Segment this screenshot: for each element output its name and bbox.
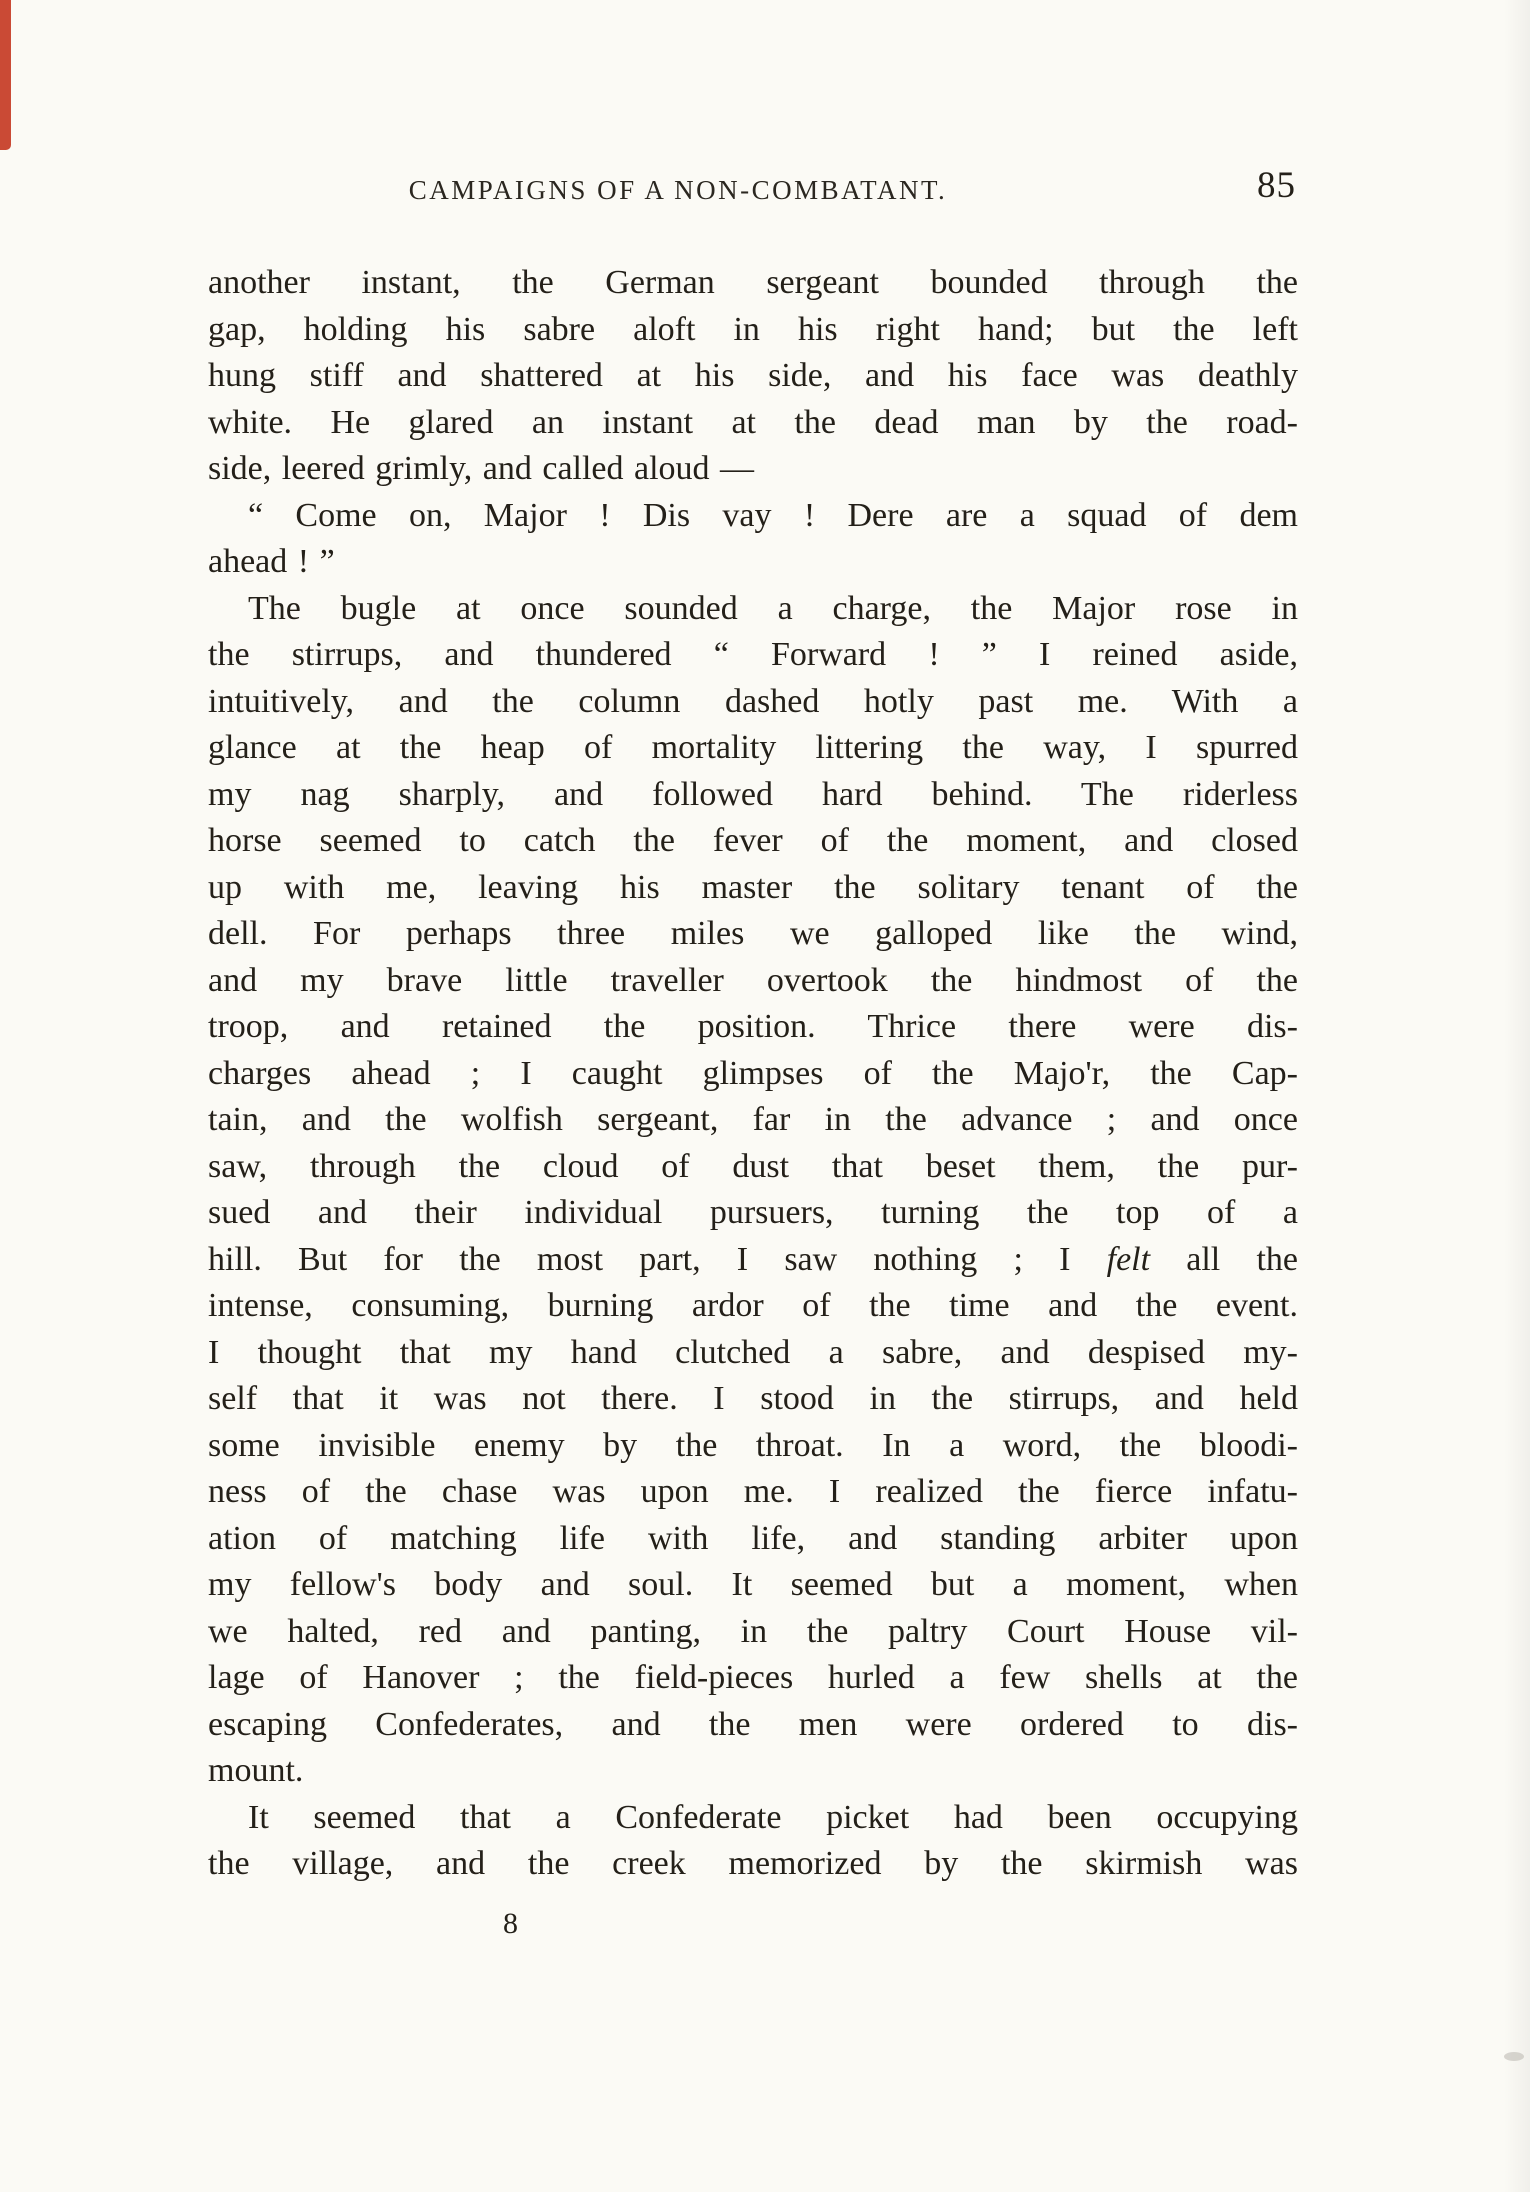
text-line: dell. For perhaps three miles we galloped like the wind, [208, 915, 1298, 952]
text-line: another instant, the German sergeant bounded through the [208, 264, 1298, 301]
scan-speck [1504, 2052, 1524, 2061]
text-line: horse seemed to catch the fever of the moment, and closed [208, 822, 1298, 859]
paragraph [208, 586, 1298, 1795]
signature-mark: 8 [503, 1906, 518, 1940]
text-line: tain, and the wolfish sergeant, far in the advance ; and once [208, 1101, 1298, 1138]
text-line: self that it was not there. I stood in the stirrups, and held [208, 1380, 1298, 1417]
text-line: The bugle at once sounded a charge, the Major rose in [248, 589, 1298, 627]
text-line: intuitively, and the column dashed hotly past me. With a [208, 682, 1298, 720]
scan-artifact-red-strip [0, 0, 11, 150]
text-line: gap, holding his sabre aloft in his right hand; but the left [208, 310, 1298, 348]
text-line: lage of Hanover ; the field-pieces hurled a few shells at the [208, 1659, 1298, 1696]
paragraph [208, 1795, 1298, 1888]
text-line: sued and their individual pursuers, turning the top of a [208, 1194, 1298, 1231]
text-line: we halted, red and panting, in the paltry Court House vil- [208, 1612, 1298, 1650]
text-line: ation of matching life with life, and standing arbiter upon [208, 1519, 1298, 1557]
text-line: white. He glared an instant at the dead man by the road- [208, 403, 1298, 441]
text-line: saw, through the cloud of dust that beset them, the pur- [208, 1147, 1298, 1185]
text-line: ahead ! ” [208, 543, 335, 580]
paragraph [208, 493, 1298, 586]
page-number: 85 [1257, 165, 1296, 206]
text-line: my fellow's body and soul. It seemed but a moment, when [208, 1566, 1298, 1603]
text-line: hill. But for the most part, I saw nothing ; I felt all the [208, 1240, 1298, 1278]
paragraph [208, 260, 1298, 493]
text-line: my nag sharply, and followed hard behind. The riderless [208, 775, 1298, 813]
text-line: ness of the chase was upon me. I realized the fierce infatu- [208, 1473, 1298, 1510]
text-line: hung stiff and shattered at his side, and his face was deathly [208, 357, 1298, 394]
text-line: I thought that my hand clutched a sabre, and despised my- [208, 1333, 1298, 1371]
page-body [208, 260, 1298, 1888]
text-line: some invisible enemy by the throat. In a word, the bloodi- [208, 1426, 1298, 1464]
text-line: It seemed that a Confederate picket had been occupying [248, 1798, 1298, 1836]
text-line: troop, and retained the position. Thrice there were dis- [208, 1008, 1298, 1045]
text-line: the village, and the creek memorized by the skirmish was [208, 1845, 1298, 1882]
text-line: intense, consuming, burning ardor of the time and the event. [208, 1287, 1298, 1324]
page-edge-shading [1504, 0, 1530, 2192]
text-line: and my brave little traveller overtook the hindmost of the [208, 961, 1298, 999]
running-header-title: CAMPAIGNS OF A NON-COMBATANT. [408, 175, 948, 205]
text-line: “ Come on, Major ! Dis vay ! Dere are a squad of dem [248, 496, 1298, 534]
text-line: escaping Confederates, and the men were ordered to dis- [208, 1705, 1298, 1743]
text-line: side, leered grimly, and called aloud — [208, 450, 755, 487]
text-block [208, 165, 1298, 1944]
running-header [208, 165, 1298, 212]
text-line: the stirrups, and thundered “ Forward ! ” I reined aside, [208, 636, 1298, 673]
text-line: mount. [208, 1752, 304, 1789]
text-line: charges ahead ; I caught glimpses of the Majo'r, the Cap- [208, 1054, 1298, 1092]
text-line: glance at the heap of mortality littering the way, I spurred [208, 729, 1298, 766]
text-line: up with me, leaving his master the solitary tenant of the [208, 868, 1298, 906]
